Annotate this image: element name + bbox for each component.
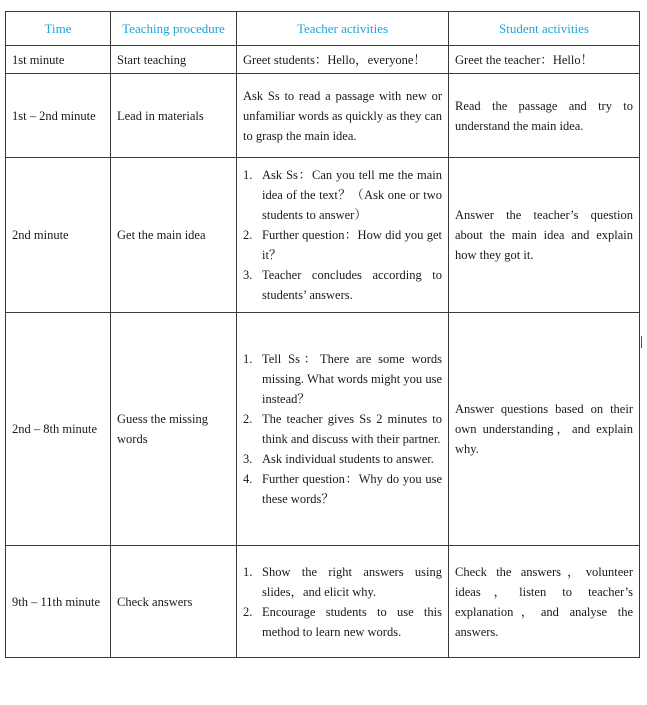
student-activity-cell: Greet the teacher：Hello！ <box>449 46 640 74</box>
time-cell: 1st – 2nd minute <box>6 74 111 158</box>
header-row <box>6 12 640 46</box>
step-text: The teacher gives Ss 2 minutes to think and discuss with their partner. <box>262 412 442 446</box>
step-text: Ask individual students to answer. <box>262 452 434 466</box>
teacher-activity-cell: Greet students：Hello，everyone！ <box>237 46 449 74</box>
table-row <box>6 313 640 546</box>
step-number: 2. <box>243 604 253 619</box>
step-text: Tell Ss：There are some words missing. What words might you use instead？ <box>262 352 442 406</box>
procedure-cell: Guess the missing words <box>111 313 237 546</box>
procedure-cell: Get the main idea <box>111 158 237 313</box>
time-cell: 2nd – 8th minute <box>6 313 111 546</box>
teacher-activity-cell: Ask Ss to read a passage with new or unfamiliar words as quickly as they can to grasp the main idea. <box>237 74 449 158</box>
header-teacher-activities: Teacher activities <box>237 12 449 46</box>
list-item <box>243 449 442 469</box>
teacher-steps-list <box>243 349 442 509</box>
header-time: Time <box>6 12 111 46</box>
student-activity-cell: Answer questions based on their own understanding，and explain why. <box>449 313 640 546</box>
step-text: Ask Ss：Can you tell me the main idea of the text？（Ask one or two students to answer） <box>262 168 442 222</box>
margin-tick-mark <box>641 336 642 348</box>
step-number: 1. <box>243 168 253 182</box>
student-activity-cell: Read the passage and try to understand the main idea. <box>449 74 640 158</box>
header-teaching-procedure: Teaching procedure <box>111 12 237 46</box>
procedure-cell: Lead in materials <box>111 74 237 158</box>
time-cell: 9th – 11th minute <box>6 546 111 658</box>
list-item <box>243 409 442 449</box>
step-number: 3. <box>243 452 253 466</box>
list-item <box>243 165 442 225</box>
lesson-plan-table <box>5 11 640 658</box>
table-row <box>6 158 640 313</box>
time-cell: 1st minute <box>6 46 111 74</box>
procedure-cell: Check answers <box>111 546 237 658</box>
step-number: 4. <box>243 472 253 486</box>
student-activity-cell: Check the answers，volunteer ideas，listen to teacher’s explanation，and analyse the answers. <box>449 546 640 658</box>
step-text: Encourage students to use this method to learn new words. <box>262 604 442 639</box>
teacher-steps-list <box>243 165 442 305</box>
step-number: 3. <box>243 268 253 282</box>
teacher-activity-cell <box>237 546 449 658</box>
table-row <box>6 74 640 158</box>
procedure-cell: Start teaching <box>111 46 237 74</box>
teacher-activity-cell <box>237 313 449 546</box>
step-number: 1. <box>243 564 253 579</box>
step-text: Teacher concludes according to students’ answers. <box>262 268 442 302</box>
step-number: 1. <box>243 352 253 366</box>
step-number: 2. <box>243 228 253 242</box>
step-number: 2. <box>243 412 253 426</box>
list-item <box>243 349 442 409</box>
step-text: Further question：Why do you use these words？ <box>262 472 442 506</box>
table-row <box>6 546 640 658</box>
teacher-steps-list <box>243 562 442 642</box>
header-student-activities: Student activities <box>449 12 640 46</box>
list-item <box>243 225 442 265</box>
step-text: Show the right answers using slides，and elicit why. <box>262 564 442 599</box>
step-text: Further question：How did you get it？ <box>262 228 442 262</box>
list-item <box>243 265 442 305</box>
list-item <box>243 602 442 642</box>
list-item <box>243 562 442 602</box>
table-row <box>6 46 640 74</box>
time-cell: 2nd minute <box>6 158 111 313</box>
student-activity-cell: Answer the teacher’s question about the main idea and explain how they got it. <box>449 158 640 313</box>
teacher-activity-cell <box>237 158 449 313</box>
list-item <box>243 469 442 509</box>
